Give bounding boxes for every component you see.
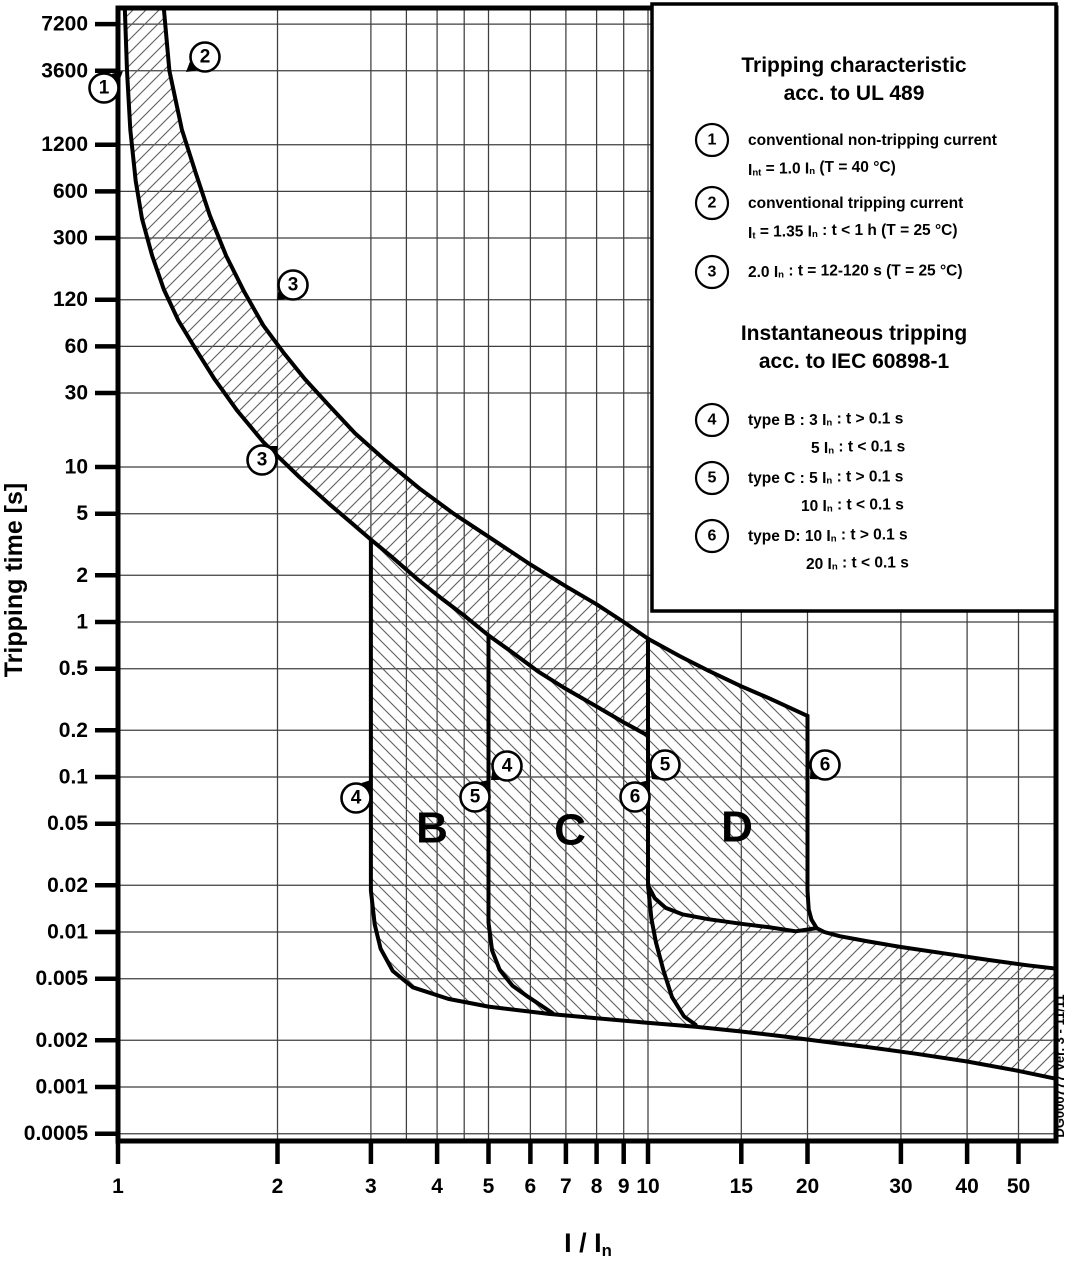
- legend-box: [652, 4, 1056, 611]
- x-tick-label: 3: [365, 1175, 377, 1198]
- x-tick-label: 40: [955, 1175, 979, 1198]
- y-tick-label: 600: [52, 179, 88, 203]
- y-tick-label: 7200: [41, 12, 88, 36]
- callout-number: 3: [287, 274, 299, 296]
- y-tick-label: 60: [64, 334, 88, 358]
- callout-2: [186, 43, 220, 73]
- y-tick-label: 2: [76, 563, 88, 587]
- callout-number: 6: [629, 786, 641, 808]
- y-tick-label: 0.02: [47, 873, 88, 897]
- y-tick-label: 0.1: [58, 765, 88, 789]
- y-tick-label: 0.0005: [23, 1122, 88, 1146]
- callout-number: 5: [469, 786, 481, 808]
- callout-4: [491, 752, 522, 781]
- legend-item-text: Int = 1.0 In (T = 40 °C): [748, 158, 896, 179]
- x-tick-label: 30: [889, 1175, 913, 1198]
- y-tick-label: 10: [64, 455, 88, 479]
- y-tick-label: 3600: [41, 59, 88, 83]
- y-tick-label: 5: [76, 502, 88, 526]
- legend-item-number: 5: [707, 469, 717, 487]
- callout-4: [342, 780, 372, 813]
- x-tick-label: 6: [524, 1175, 537, 1198]
- y-tick-label: 0.005: [35, 967, 88, 991]
- x-tick-label: 4: [431, 1175, 443, 1198]
- legend-item-number: 3: [707, 263, 717, 281]
- legend-item-text: It = 1.35 In : t < 1 h (T = 25 °C): [748, 221, 958, 242]
- x-tick-label: 20: [795, 1175, 820, 1198]
- callout-number: 2: [199, 46, 211, 68]
- legend-item-text: 10 In : t < 0.1 s: [801, 496, 904, 515]
- x-tick-label: 8: [590, 1175, 603, 1198]
- callout-number: 6: [819, 754, 831, 776]
- y-tick-label: 0.05: [47, 812, 88, 836]
- drawing-number: DG000777 Ver. 3 - 11/11: [1052, 994, 1067, 1138]
- legend-item-text: conventional tripping current: [748, 194, 964, 212]
- region-label-C: C: [554, 805, 586, 855]
- legend-title-iec-line1: Instantaneous tripping: [740, 322, 968, 345]
- legend-title-ul489-line2: acc. to UL 489: [783, 82, 925, 105]
- y-tick-label: 120: [52, 288, 88, 312]
- y-tick-label: 300: [52, 226, 88, 250]
- callout-number: 3: [256, 449, 268, 471]
- legend-item-number: 1: [707, 131, 717, 149]
- callout-3: [248, 446, 279, 475]
- x-tick-label: 10: [636, 1175, 660, 1198]
- y-tick-label: 30: [64, 381, 88, 405]
- y-tick-label: 0.01: [47, 920, 88, 944]
- legend-title-ul489-line1: Tripping characteristic: [741, 54, 967, 77]
- x-tick-label: 50: [1006, 1175, 1031, 1198]
- region-label-D: D: [721, 802, 753, 852]
- legend-item-text: 2.0 In : t = 12-120 s (T = 25 °C): [748, 262, 963, 281]
- x-tick-label: 5: [482, 1175, 495, 1198]
- y-tick-label: 0.001: [35, 1075, 88, 1099]
- x-tick-label: 9: [617, 1175, 630, 1198]
- callout-6: [810, 751, 840, 780]
- legend-item-number: 2: [707, 194, 717, 212]
- legend-item-text: type C : 5 In : t > 0.1 s: [748, 468, 904, 487]
- y-tick-label: 0.2: [58, 718, 88, 742]
- callout-number: 5: [659, 754, 671, 776]
- y-tick-label: 0.002: [35, 1028, 88, 1052]
- legend-title-iec-line2: acc. to IEC 60898-1: [758, 350, 950, 373]
- y-tick-label: 1: [76, 610, 88, 634]
- x-tick-label: 1: [112, 1175, 124, 1198]
- callout-number: 1: [98, 77, 110, 99]
- legend-item-text: 20 In : t < 0.1 s: [806, 554, 909, 573]
- x-axis-title: [564, 1228, 612, 1260]
- x-tick-label: 2: [271, 1175, 284, 1198]
- callout-number: 4: [501, 755, 513, 777]
- y-tick-label: 1200: [41, 133, 88, 157]
- x-tick-label: 7: [560, 1175, 572, 1198]
- legend-item-text: type B : 3 In : t > 0.1 s: [748, 410, 904, 429]
- legend-item-text: 5 In : t < 0.1 s: [811, 438, 906, 457]
- callout-5: [651, 751, 680, 780]
- legend-item-number: 6: [707, 527, 717, 545]
- y-axis-title: Tripping time [s]: [0, 482, 28, 678]
- legend-item-text: type D: 10 In : t > 0.1 s: [748, 526, 908, 545]
- legend-item-number: 4: [707, 411, 717, 429]
- y-tick-label: 0.5: [58, 657, 88, 681]
- callout-number: 4: [350, 787, 362, 809]
- legend-item-text: conventional non-tripping current: [748, 131, 997, 149]
- callout-3: [277, 271, 308, 301]
- x-tick-label: 15: [729, 1175, 753, 1198]
- region-label-B: B: [416, 803, 448, 853]
- x-axis-title-text: I / In: [564, 1228, 612, 1261]
